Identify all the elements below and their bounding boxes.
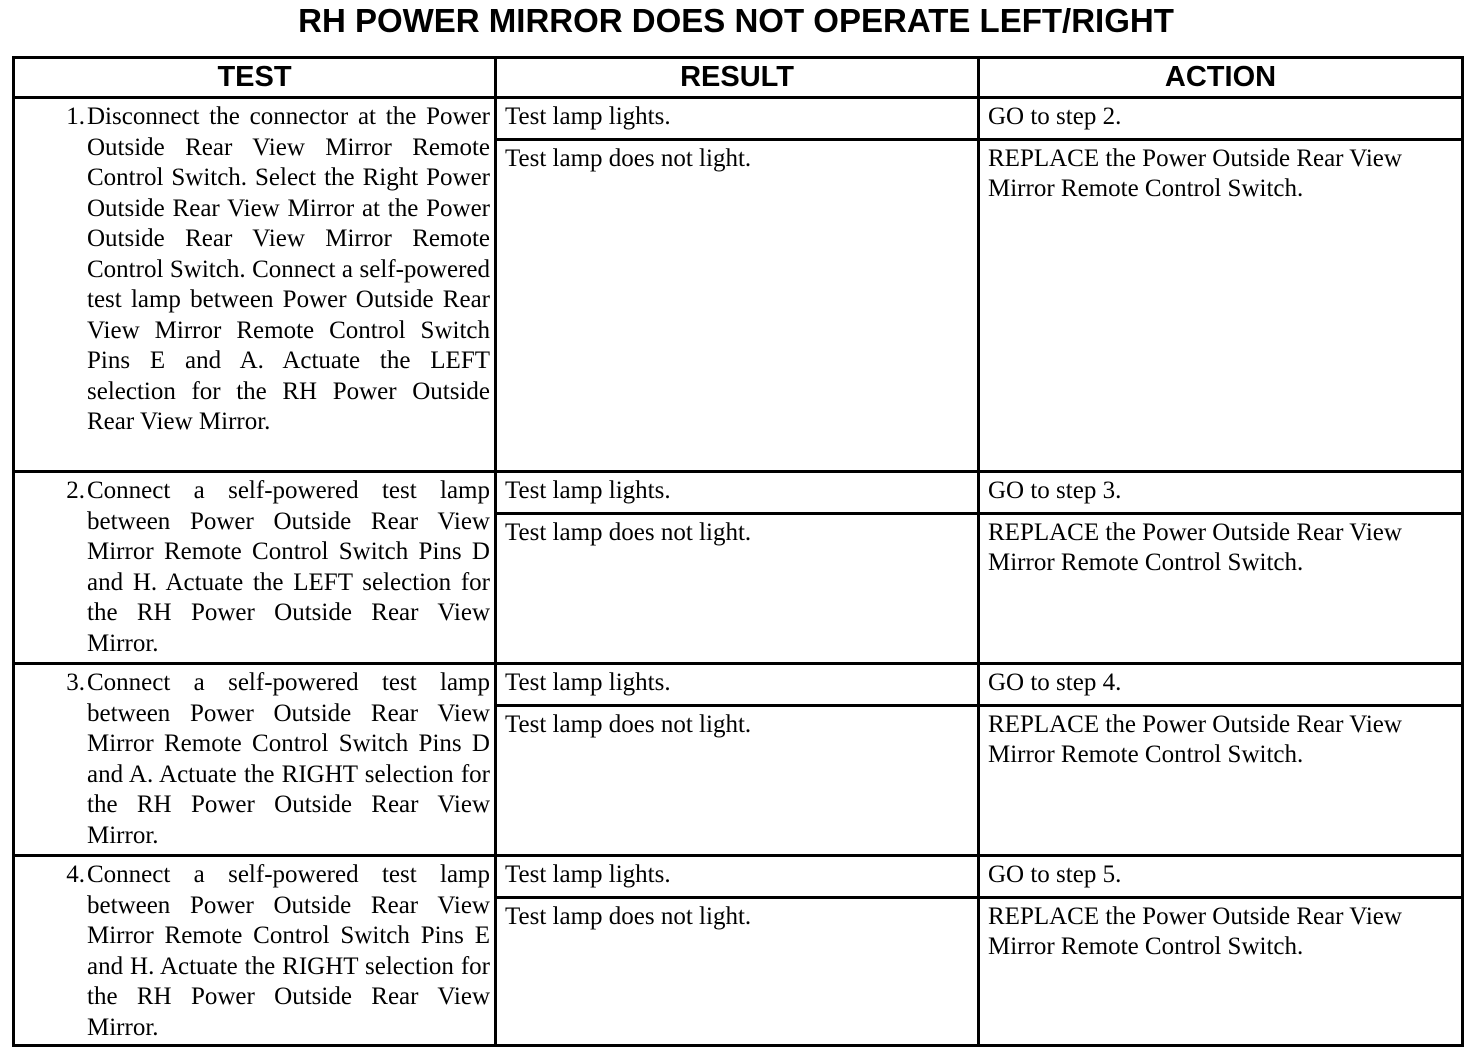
- table-row: [14, 856, 1463, 898]
- action-cell: GO to step 2.: [979, 98, 1463, 140]
- test-step: [15, 665, 494, 851]
- test-cell: [14, 472, 496, 664]
- table-row: [14, 98, 1463, 140]
- action-cell: REPLACE the Power Outside Rear View Mirror Remote Control Switch.: [979, 706, 1463, 856]
- page-title: RH POWER MIRROR DOES NOT OPERATE LEFT/RIGHT: [298, 2, 1174, 39]
- action-cell: REPLACE the Power Outside Rear View Mirror Remote Control Switch.: [979, 140, 1463, 472]
- result-cell: Test lamp lights.: [496, 856, 979, 898]
- result-cell: Test lamp does not light.: [496, 898, 979, 1046]
- diagnostic-table: [12, 56, 1464, 1047]
- action-cell: REPLACE the Power Outside Rear View Mirror Remote Control Switch.: [979, 514, 1463, 664]
- test-cell: [14, 664, 496, 856]
- header-result: RESULT: [496, 58, 979, 98]
- table-row: [14, 664, 1463, 706]
- test-step: [15, 857, 494, 1043]
- table-row: [14, 472, 1463, 514]
- result-cell: Test lamp lights.: [496, 664, 979, 706]
- result-cell: Test lamp does not light.: [496, 706, 979, 856]
- test-cell: [14, 856, 496, 1046]
- step-text: Connect a self-powered test lamp between Power Outside Rear View Mirror Remote Control Switch Pins D and A. Actuate the RIGHT selection for the RH Power Outside Rear View Mirror.: [87, 669, 490, 849]
- test-step: [15, 99, 494, 438]
- header-action: ACTION: [979, 58, 1463, 98]
- step-text: Disconnect the connector at the Power Outside Rear View Mirror Remote Control Switch. Select the Right Power Outside Rear View Mirror at the Power Outside Rear View Mirror Remote Control Switch. Connect a self-powered test lamp between Power Outside Rear View Mirror Remote Control Switch Pins E and A. Actuate the LEFT selection for the RH Power Outside Rear View Mirror.: [87, 103, 490, 435]
- step-number: 4.: [66, 861, 85, 888]
- test-cell: [14, 98, 496, 472]
- action-cell: GO to step 3.: [979, 472, 1463, 514]
- result-cell: Test lamp does not light.: [496, 514, 979, 664]
- step-text: Connect a self-powered test lamp between Power Outside Rear View Mirror Remote Control Switch Pins D and H. Actuate the LEFT selection for the RH Power Outside Rear View Mirror.: [87, 477, 490, 657]
- action-cell: GO to step 5.: [979, 856, 1463, 898]
- step-number: 2.: [66, 477, 85, 504]
- step-number: 1.: [66, 103, 85, 130]
- header-test: TEST: [14, 58, 496, 98]
- step-text: Connect a self-powered test lamp between Power Outside Rear View Mirror Remote Control Switch Pins E and H. Actuate the RIGHT selection for the RH Power Outside Rear View Mirror.: [87, 861, 490, 1041]
- result-cell: Test lamp does not light.: [496, 140, 979, 472]
- step-number: 3.: [66, 669, 85, 696]
- result-cell: Test lamp lights.: [496, 98, 979, 140]
- test-step: [15, 473, 494, 659]
- action-cell: GO to step 4.: [979, 664, 1463, 706]
- header-row: [14, 58, 1463, 98]
- result-cell: Test lamp lights.: [496, 472, 979, 514]
- action-cell: REPLACE the Power Outside Rear View Mirror Remote Control Switch.: [979, 898, 1463, 1046]
